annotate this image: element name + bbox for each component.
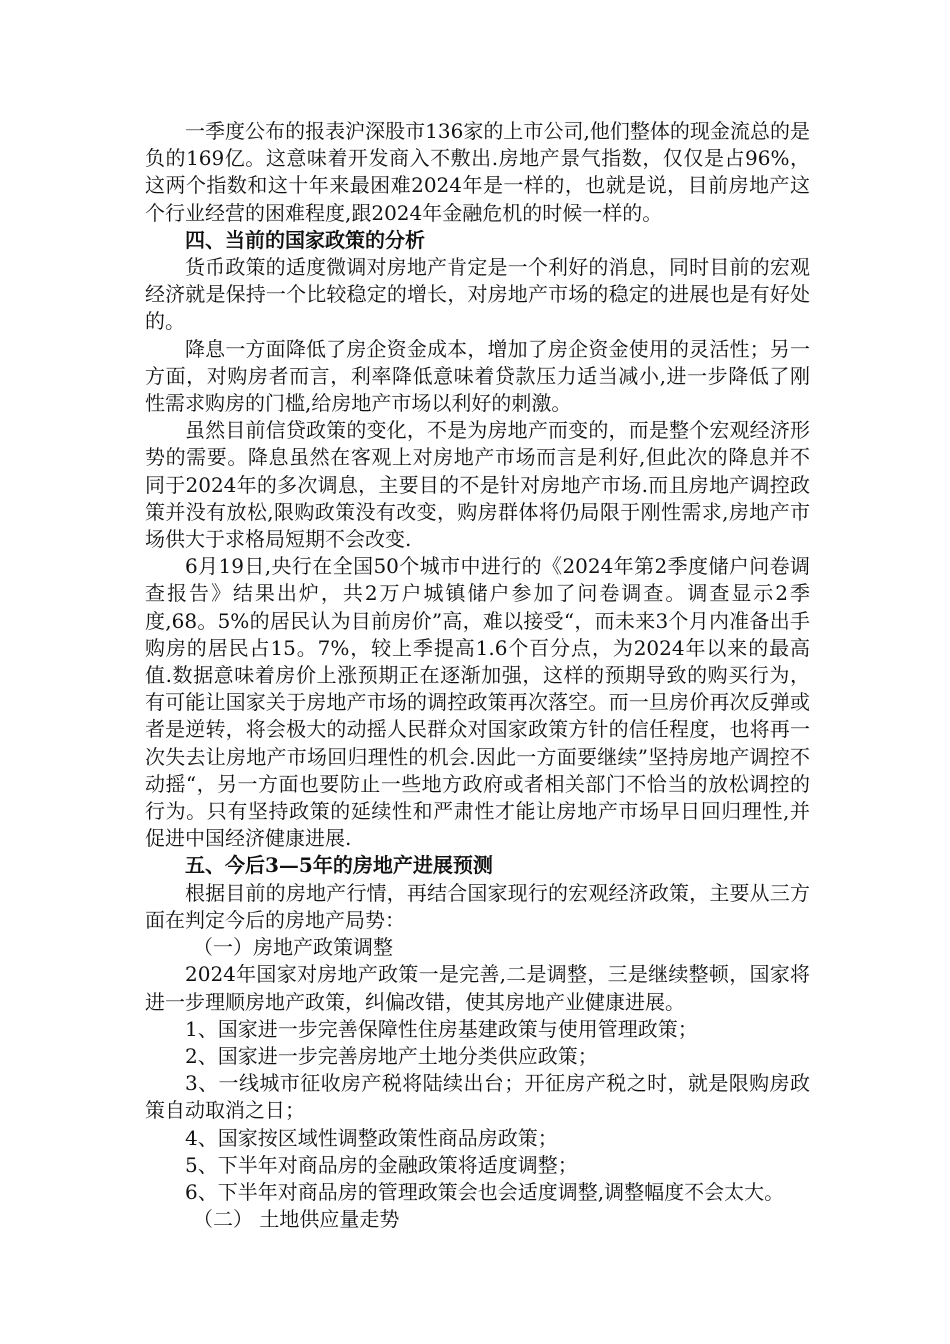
subheading-policy-adjustment: （一）房地产政策调整 <box>193 935 393 960</box>
paragraph-policy-2024: 2024年国家对房地产政策一是完善,二是调整，三是继续整顿，国家将进一步理顺房地产政策，纠偏改错，使其房地产业健康进展。 <box>145 962 810 1014</box>
list-item-3: 3、一线城市征收房产税将陆续出台；开征房产税之时，就是限购房政策自动取消之日； <box>145 1071 810 1123</box>
paragraph-forecast-intro: 根据目前的房地产行情，再结合国家现行的宏观经济政策，主要从三方面在判定今后的房地产局势： <box>145 880 810 932</box>
list-item-5: 5、下半年对商品房的金融政策将适度调整； <box>185 1152 578 1177</box>
section-heading-forecast: 五、今后3—5年的房地产进展预测 <box>185 853 493 878</box>
list-item-2: 2、国家进一步完善房地产土地分类供应政策； <box>185 1043 598 1068</box>
list-item-4: 4、国家按区域性调整政策性商品房政策； <box>185 1125 558 1150</box>
paragraph-cash-flow: 一季度公布的报表沪深股市136家的上市公司,他们整体的现金流总的是负的169亿。这意味着开发商入不敷出.房地产景气指数，仅仅是占96%，这两个指数和这十年来最困难2024年是一样的，也就是说，目前房地产这个行业经营的困难程度,跟2024年金融危机的时候一样的。 <box>145 119 810 225</box>
paragraph-credit-policy: 虽然目前信贷政策的变化，不是为房地产而变的，而是整个宏观经济形势的需要。降息虽然在客观上对房地产市场而言是利好,但此次的降息并不同于2024年的多次调息，主要目的不是针对房地产市场.而且房地产调控政策并没有放松,限购政策没有改变，购房群体将仍局限于刚性需求,房地产市场供大于求格局短期不会改变. <box>145 418 810 552</box>
paragraph-monetary-policy: 货币政策的适度微调对房地产肯定是一个利好的消息，同时目前的宏观经济就是保持一个比较稳定的增长，对房地产市场的稳定的进展也是有好处的。 <box>145 255 810 334</box>
paragraph-rate-cut: 降息一方面降低了房企资金成本，增加了房企资金使用的灵活性；另一方面，对购房者而言，利率降低意味着贷款压力适当减小,进一步降低了刚性需求购房的门槛,给房地产市场以利好的刺激。 <box>145 336 810 416</box>
document-page <box>145 118 810 1233</box>
section-heading-policy-analysis: 四、当前的国家政策的分析 <box>185 227 425 252</box>
list-item-6: 6、下半年对商品房的管理政策会也会适度调整,调整幅度不会太大。 <box>185 1179 785 1204</box>
list-item-1: 1、国家进一步完善保障性住房基建政策与使用管理政策； <box>185 1016 698 1041</box>
paragraph-survey-report: 6月19日,央行在全国50个城市中进行的《2024年第2季度储户问卷调查报告》结果出炉，共2万户城镇储户参加了问卷调查。调查显示2季度,68。5%的居民认为目前房价”高，难以接受“，而未来3个月内准备出手购房的居民占15。7%，较上季提高1.6个百分点，为2024年以来的最高值.数据意味着房价上涨预期正在逐渐加强，这样的预期导致的购买行为，有可能让国家关于房地产市场的调控政策再次落空。而一旦房价再次反弹或者是逆转，将会极大的动摇人民群众对国家政策方针的信任程度，也将再一次失去让房地产市场回归理性的机会.因此一方面要继续”坚持房地产调控不动摇“，另一方面也要防止一些地方政府或者相关部门不恰当的放松调控的行为。只有坚持政策的延续性和严肃性才能让房地产市场早日回归理性,并促进中国经济健康进展. <box>145 554 810 851</box>
subheading-land-supply: （二） 土地供应量走势 <box>193 1207 400 1232</box>
